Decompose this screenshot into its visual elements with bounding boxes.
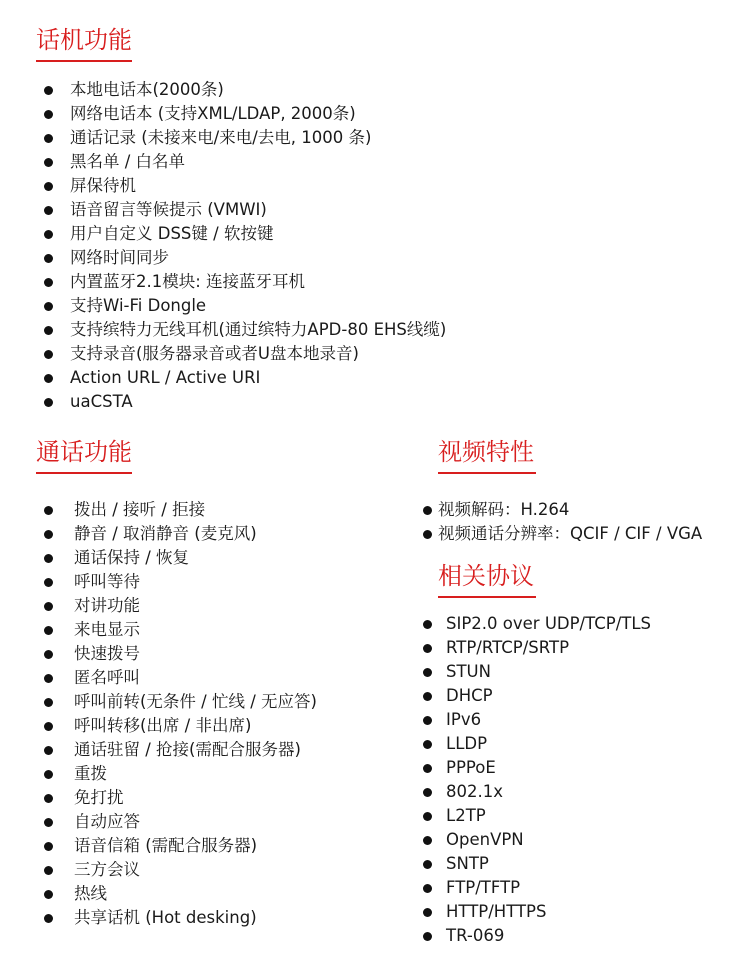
list-item-text: 来电显示	[74, 620, 140, 639]
list-item	[36, 174, 446, 198]
list-item	[36, 78, 446, 102]
bullet-icon	[423, 716, 432, 725]
bullet-icon	[44, 206, 53, 215]
list-item-text: 语音留言等候提示 (VMWI)	[70, 200, 267, 219]
bullet-icon	[44, 230, 53, 239]
list-item	[438, 732, 651, 756]
bullet-icon	[44, 326, 53, 335]
list-item	[36, 222, 446, 246]
list-item	[36, 342, 446, 366]
list-item-text: 用户自定义 DSS键 / 软按键	[70, 224, 274, 243]
list-item	[438, 612, 651, 636]
bullet-icon	[423, 740, 432, 749]
list-item	[438, 708, 651, 732]
bullet-icon	[423, 644, 432, 653]
list-item-text: RTP/RTCP/SRTP	[446, 638, 570, 657]
list-item	[36, 690, 317, 714]
list-item-text: 热线	[74, 884, 107, 903]
list-item-text: SIP2.0 over UDP/TCP/TLS	[446, 614, 651, 633]
list-item-text: PPPoE	[446, 758, 496, 777]
list-item	[36, 198, 446, 222]
list-item-text: 支持Wi-Fi Dongle	[70, 296, 207, 315]
bullet-icon	[44, 626, 53, 635]
list-item-text: 支持录音(服务器录音或者U盘本地录音)	[70, 344, 359, 363]
list-item-text: 视频解码：H.264	[438, 500, 570, 519]
list-item	[36, 126, 446, 150]
list-item	[36, 102, 446, 126]
list-item	[438, 684, 651, 708]
bullet-icon	[44, 698, 53, 707]
bullet-icon	[44, 374, 53, 383]
list-item-text: SNTP	[446, 854, 489, 873]
list-item	[36, 522, 317, 546]
bullet-icon	[44, 506, 53, 515]
list-item-text: 802.1x	[446, 782, 504, 801]
bullet-icon	[44, 818, 53, 827]
list-item	[438, 756, 651, 780]
list-item	[438, 804, 651, 828]
list-item-text: 匿名呼叫	[74, 668, 140, 687]
list-item	[36, 906, 317, 930]
bullet-icon	[423, 788, 432, 797]
bullet-icon	[44, 278, 53, 287]
list-item	[36, 294, 446, 318]
list-item	[36, 666, 317, 690]
phone-features-list	[36, 78, 446, 414]
bullet-icon	[423, 836, 432, 845]
bullet-icon	[44, 554, 53, 563]
list-item-text: 呼叫前转(无条件 / 忙线 / 无应答)	[74, 692, 317, 711]
list-item-text: 拨出 / 接听 / 拒接	[74, 500, 206, 519]
list-item	[438, 660, 651, 684]
bullet-icon	[423, 620, 432, 629]
list-item	[36, 546, 317, 570]
bullet-icon	[44, 794, 53, 803]
list-item-text: 三方会议	[74, 860, 140, 879]
bullet-icon	[44, 602, 53, 611]
protocols-title: 相关协议	[438, 560, 536, 598]
list-item-text: 自动应答	[74, 812, 140, 831]
protocols-list	[438, 612, 651, 948]
list-item-text: 通话保持 / 恢复	[74, 548, 190, 567]
bullet-icon	[423, 812, 432, 821]
list-item-text: 通话记录 (未接来电/来电/去电, 1000 条)	[70, 128, 372, 147]
protocols-section	[438, 560, 651, 948]
video-features-section	[438, 436, 702, 546]
list-item-text: DHCP	[446, 686, 493, 705]
bullet-icon	[44, 650, 53, 659]
call-features-title: 通话功能	[36, 436, 132, 474]
bullet-icon	[44, 746, 53, 755]
list-item	[36, 882, 317, 906]
bullet-icon	[44, 86, 53, 95]
bullet-icon	[44, 530, 53, 539]
bullet-icon	[44, 914, 53, 923]
bullet-icon	[44, 578, 53, 587]
list-item-text: IPv6	[446, 710, 482, 729]
bullet-icon	[44, 302, 53, 311]
bullet-icon	[423, 860, 432, 869]
bullet-icon	[44, 770, 53, 779]
bullet-icon	[44, 842, 53, 851]
bullet-icon	[423, 932, 432, 941]
list-item	[36, 714, 317, 738]
list-item	[36, 498, 317, 522]
bullet-icon	[44, 890, 53, 899]
list-item-text: 呼叫转移(出席 / 非出席)	[74, 716, 252, 735]
call-features-section	[36, 436, 317, 930]
list-item-text: 视频通话分辨率：QCIF / CIF / VGA	[438, 524, 703, 543]
list-item	[438, 636, 651, 660]
video-features-title: 视频特性	[438, 436, 536, 474]
list-item-text: 呼叫等待	[74, 572, 140, 591]
bullet-icon	[44, 158, 53, 167]
list-item-text: 重拨	[74, 764, 107, 783]
list-item	[36, 642, 317, 666]
bullet-icon	[44, 674, 53, 683]
call-features-list	[36, 498, 317, 930]
list-item	[438, 780, 651, 804]
list-item-text: 黑名单 / 白名单	[70, 152, 186, 171]
list-item	[438, 876, 651, 900]
bullet-icon	[423, 884, 432, 893]
bullet-icon	[44, 722, 53, 731]
list-item	[36, 858, 317, 882]
list-item-text: L2TP	[446, 806, 486, 825]
bullet-icon	[423, 764, 432, 773]
bullet-icon	[423, 530, 432, 539]
list-item-text: LLDP	[446, 734, 488, 753]
list-item	[36, 834, 317, 858]
list-item	[36, 738, 317, 762]
bullet-icon	[44, 350, 53, 359]
list-item-text: TR-069	[446, 926, 505, 945]
list-item-text: uaCSTA	[70, 392, 133, 411]
list-item-text: 屏保待机	[70, 176, 136, 195]
list-item-text: 静音 / 取消静音 (麦克风)	[74, 524, 257, 543]
list-item-text: 对讲功能	[74, 596, 140, 615]
list-item	[36, 150, 446, 174]
phone-features-title: 话机功能	[36, 24, 132, 62]
list-item-text: 内置蓝牙2.1模块: 连接蓝牙耳机	[70, 272, 306, 291]
list-item	[438, 900, 651, 924]
list-item-text: 共享话机 (Hot desking)	[74, 908, 257, 927]
bullet-icon	[423, 668, 432, 677]
list-item	[36, 246, 446, 270]
list-item-text: 网络时间同步	[70, 248, 169, 267]
list-item	[438, 852, 651, 876]
list-item	[36, 390, 446, 414]
list-item-text: Action URL / Active URI	[70, 368, 261, 387]
list-item	[36, 318, 446, 342]
list-item-text: FTP/TFTP	[446, 878, 521, 897]
list-item	[36, 810, 317, 834]
list-item	[36, 618, 317, 642]
list-item	[36, 762, 317, 786]
bullet-icon	[44, 134, 53, 143]
bullet-icon	[44, 110, 53, 119]
bullet-icon	[44, 866, 53, 875]
video-features-list	[438, 498, 702, 546]
list-item-text: 语音信箱 (需配合服务器)	[74, 836, 258, 855]
list-item-text: 本地电话本(2000条)	[70, 80, 224, 99]
list-item-text: HTTP/HTTPS	[446, 902, 547, 921]
list-item	[438, 828, 651, 852]
phone-features-section	[36, 24, 446, 414]
list-item-text: 快速拨号	[74, 644, 140, 663]
list-item-text: OpenVPN	[446, 830, 524, 849]
list-item	[438, 522, 702, 546]
list-item	[438, 498, 702, 522]
bullet-icon	[44, 254, 53, 263]
list-item-text: 网络电话本 (支持XML/LDAP, 2000条)	[70, 104, 356, 123]
bullet-icon	[44, 182, 53, 191]
list-item-text: 支持缤特力无线耳机(通过缤特力APD-80 EHS线缆)	[70, 320, 447, 339]
list-item-text: STUN	[446, 662, 491, 681]
list-item	[438, 924, 651, 948]
list-item	[36, 366, 446, 390]
bullet-icon	[44, 398, 53, 407]
bullet-icon	[423, 506, 432, 515]
list-item	[36, 786, 317, 810]
list-item	[36, 270, 446, 294]
list-item-text: 免打扰	[74, 788, 124, 807]
list-item	[36, 594, 317, 618]
bullet-icon	[423, 692, 432, 701]
bullet-icon	[423, 908, 432, 917]
list-item-text: 通话驻留 / 抢接(需配合服务器)	[74, 740, 301, 759]
list-item	[36, 570, 317, 594]
